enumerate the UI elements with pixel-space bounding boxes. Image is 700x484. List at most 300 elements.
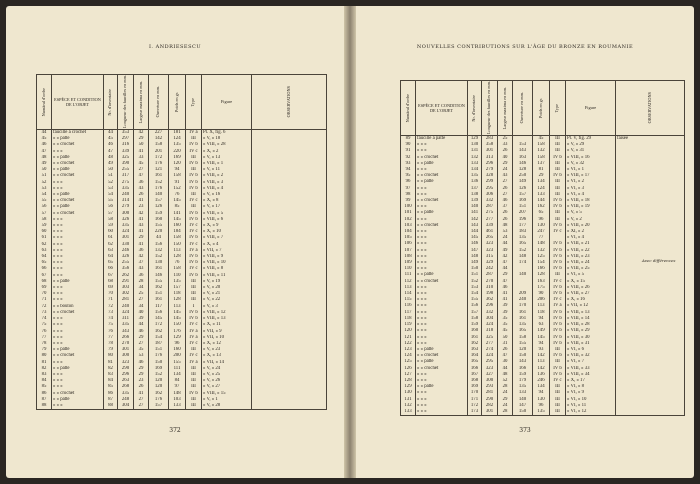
- table-cell: 155: [169, 360, 186, 366]
- table-cell: 81: [37, 360, 52, 366]
- table-cell: 43: [134, 266, 149, 272]
- table-cell: 302: [118, 291, 134, 297]
- table-cell: » VI, » 1: [566, 167, 616, 173]
- table-cell: IV b: [186, 161, 202, 167]
- table-cell: 109: [401, 260, 416, 266]
- table-cell: 329: [482, 260, 498, 266]
- table-cell: 161: [513, 316, 533, 322]
- table-cell: IV c: [186, 229, 202, 235]
- table-cell: 43: [498, 173, 513, 179]
- table-cell: 129: [401, 384, 416, 390]
- table-cell: 150: [169, 242, 186, 248]
- table-cell: 227: [149, 130, 169, 137]
- table-cell: III: [186, 397, 202, 403]
- table-cell: » » »: [52, 335, 104, 341]
- table-cell: 169: [513, 198, 533, 204]
- table-cell: 143: [513, 359, 533, 365]
- table-cell: 116: [401, 303, 416, 309]
- table-cell: 134: [468, 167, 482, 173]
- table-cell: 27: [498, 192, 513, 198]
- table-cell: 159: [468, 322, 482, 328]
- table-cell: » VIII, » 17: [566, 173, 616, 179]
- table-cell: 158: [149, 142, 169, 148]
- table-cell: 94: [533, 341, 550, 347]
- table-cell: 94: [533, 316, 550, 322]
- table-cell: » V, » 23: [202, 347, 252, 353]
- table-cell: III: [550, 186, 566, 192]
- table-cell: » VIII, » 15: [202, 391, 252, 397]
- table-cell: » » »: [416, 254, 468, 260]
- table-cell: 152: [169, 186, 186, 192]
- table-cell: 301: [118, 347, 134, 353]
- table-cell: 26: [498, 347, 513, 353]
- table-cell: 266: [118, 335, 134, 341]
- table-cell: III: [186, 297, 202, 303]
- table-cell: » V, » 21: [202, 291, 252, 297]
- table-cell: 323: [482, 241, 498, 247]
- table-cell: 31: [498, 341, 513, 347]
- table-cell: » » patte: [52, 366, 104, 372]
- table-cell: 66: [104, 266, 118, 272]
- table-cell: III: [186, 136, 202, 142]
- table-cell: 113: [169, 304, 186, 310]
- table-cell: » VIII, » 33: [566, 366, 616, 372]
- table-cell: 26: [498, 148, 513, 154]
- table-cell: 41: [134, 149, 149, 155]
- table-cell: 39: [498, 310, 513, 316]
- table-cell: 68: [37, 279, 52, 285]
- right-page: [356, 6, 694, 478]
- table-cell: » » patte: [52, 279, 104, 285]
- table-cell: 74: [37, 316, 52, 322]
- table-cell: 124: [401, 353, 416, 359]
- table-cell: 84: [37, 378, 52, 384]
- table-cell: » » patte: [52, 167, 104, 173]
- table-cell: 176: [149, 397, 169, 403]
- table-cell: 72: [104, 304, 118, 310]
- table-cell: » » crochet: [52, 161, 104, 167]
- table-cell: IV b: [550, 266, 566, 272]
- table-cell: » V, » 28: [202, 403, 252, 410]
- table-cell: » » »: [416, 291, 468, 297]
- table-cell: 110: [401, 266, 416, 272]
- table-cell: » » »: [52, 360, 104, 366]
- table-cell: » V, » 25: [202, 372, 252, 378]
- table-cell: 152: [149, 254, 169, 260]
- table-cell: 324: [482, 353, 498, 359]
- table-cell: 291: [118, 279, 134, 285]
- table-cell: 24: [498, 390, 513, 396]
- table-cell: » VIII, » 10: [202, 260, 252, 266]
- table-cell: IV b: [550, 353, 566, 359]
- table-cell: 135: [513, 322, 533, 328]
- table-cell: 115: [401, 297, 416, 303]
- table-cell: 44: [134, 322, 149, 328]
- table-cell: 158: [169, 173, 186, 179]
- table-cell: 55: [104, 198, 118, 204]
- table-cell: 335: [118, 223, 134, 229]
- table-cell: 111: [401, 272, 416, 278]
- table-cell: 40: [498, 155, 513, 161]
- table-cell: 114: [401, 291, 416, 297]
- table-cell: 73: [104, 310, 118, 316]
- table-cell: 274: [482, 347, 498, 353]
- table-cell: 69: [104, 285, 118, 291]
- table-cell: » V, » 31: [566, 148, 616, 154]
- table-cell: 95: [401, 173, 416, 179]
- table-cell: 148: [533, 241, 550, 247]
- table-cell: 58: [104, 217, 118, 223]
- table-cell: 279: [482, 167, 498, 173]
- table-cell: 146: [149, 273, 169, 279]
- table-row: [401, 136, 685, 143]
- table-cell: 155: [149, 279, 169, 285]
- table-cell: » VII, » 14: [202, 360, 252, 366]
- table-cell: 313: [482, 155, 498, 161]
- table-cell: IV b: [186, 180, 202, 186]
- table-cell: 279: [118, 204, 134, 210]
- table-cell: 46: [134, 329, 149, 335]
- table-cell: 150: [149, 360, 169, 366]
- table-cell: 63: [37, 248, 52, 254]
- table-cell: » » »: [416, 328, 468, 334]
- table-cell: 177: [513, 223, 533, 229]
- table-cell: 125: [533, 254, 550, 260]
- table-cell: 113: [533, 359, 550, 365]
- table-cell: Pl. V, fig. 29: [566, 136, 616, 143]
- table-cell: 306: [482, 192, 498, 198]
- table-cell: 25: [498, 136, 513, 143]
- table-cell: 50: [134, 142, 149, 148]
- table-cell: 168: [468, 378, 482, 384]
- table-cell: 124: [533, 186, 550, 192]
- table-cell: 145: [169, 310, 186, 316]
- table-cell: IV a: [186, 360, 202, 366]
- table-cell: 82: [104, 366, 118, 372]
- table-cell: 358: [482, 142, 498, 148]
- table-cell: 174: [513, 260, 533, 266]
- table-cell: III: [186, 279, 202, 285]
- table-cell: » VII, » 7: [202, 248, 252, 254]
- table-cell: » » »: [52, 242, 104, 248]
- table-cell: 113: [533, 303, 550, 309]
- table-cell: 46: [498, 285, 513, 291]
- col-nr: Numărul d'ordre: [401, 81, 416, 136]
- table-cell: 82: [37, 366, 52, 372]
- table-cell: 121: [401, 335, 416, 341]
- table-cell: » » crochet: [416, 279, 468, 285]
- table-cell: 159: [513, 372, 533, 378]
- table-cell: 158: [169, 235, 186, 241]
- table-cell: 126: [401, 366, 416, 372]
- table-cell: IV b: [186, 260, 202, 266]
- table-cell: » VIII, » 13: [566, 310, 616, 316]
- table-cell: 83: [37, 372, 52, 378]
- table-cell: » » »: [416, 390, 468, 396]
- table-cell: 328: [482, 173, 498, 179]
- table-cell: » » »: [52, 378, 104, 384]
- table-cell: 48: [37, 155, 52, 161]
- table-cell: 160: [149, 217, 169, 223]
- table-cell: 262: [118, 273, 134, 279]
- table-cell: 142: [149, 136, 169, 142]
- col-inv: Nr. d'inventaire: [104, 75, 118, 130]
- table-cell: 130: [533, 397, 550, 403]
- table-cell: 47: [498, 279, 513, 285]
- table-cell: 150: [513, 409, 533, 416]
- table-cell: » » »: [52, 149, 104, 155]
- table-cell: 220: [149, 229, 169, 235]
- table-cell: IV c: [186, 198, 202, 204]
- table-cell: 171: [468, 397, 482, 403]
- table-cell: IV b: [186, 186, 202, 192]
- table-cell: 158: [513, 335, 533, 341]
- table-cell: » » »: [52, 254, 104, 260]
- table-cell: 48: [498, 223, 513, 229]
- table-cell: 162: [149, 391, 169, 397]
- table-cell: 161: [149, 297, 169, 303]
- table-cell: 67: [104, 273, 118, 279]
- table-cell: » VI, » 8: [566, 384, 616, 390]
- table-cell: 41: [498, 297, 513, 303]
- table-cell: [252, 130, 327, 137]
- table-row: [37, 130, 327, 137]
- table-cell: 265: [482, 235, 498, 241]
- table-cell: 166: [468, 366, 482, 372]
- table-cell: 296: [482, 303, 498, 309]
- table-cell: 27: [134, 167, 149, 173]
- table-cell: » » »: [52, 260, 104, 266]
- table-cell: 326: [118, 217, 134, 223]
- table-cell: 135: [468, 173, 482, 179]
- col-obs: OBSERVATIONS: [616, 81, 685, 136]
- table-cell: 142: [533, 353, 550, 359]
- table-cell: 158: [533, 155, 550, 161]
- table-cell: IV b: [186, 316, 202, 322]
- table-cell: 69: [37, 285, 52, 291]
- table-cell: 136: [468, 179, 482, 185]
- table-cell: IV b: [550, 316, 566, 322]
- table-cell: 282: [482, 403, 498, 409]
- table-cell: III: [186, 167, 202, 173]
- table-cell: 72: [37, 304, 52, 310]
- table-cell: 137: [468, 186, 482, 192]
- table-cell: 151: [468, 272, 482, 278]
- table-cell: » VIII, » 6: [202, 217, 252, 223]
- table-cell: » VIII, » 20: [566, 223, 616, 229]
- table-cell: 27: [134, 397, 149, 403]
- table-cell: IV a: [186, 335, 202, 341]
- table-cell: » » patte: [416, 384, 468, 390]
- table-cell: 134: [533, 384, 550, 390]
- table-cell: 240: [118, 192, 134, 198]
- table-cell: 26: [498, 217, 513, 223]
- table-cell: 56: [104, 204, 118, 210]
- table-cell: » » »: [416, 397, 468, 403]
- table-cell: » » »: [52, 291, 104, 297]
- table-cell: 146: [468, 241, 482, 247]
- table-cell: 140: [149, 192, 169, 198]
- table-cell: IV b: [550, 248, 566, 254]
- table-cell: » » »: [52, 297, 104, 303]
- table-cell: 153: [468, 285, 482, 291]
- table-cell: III: [550, 179, 566, 185]
- table-cell: 41: [498, 291, 513, 297]
- table-cell: 146: [513, 161, 533, 167]
- table-cell: » VII, » 12: [566, 303, 616, 309]
- table-cell: 184: [169, 229, 186, 235]
- table-cell: 36: [134, 273, 149, 279]
- table-cell: » » patte: [52, 204, 104, 210]
- table-cell: » » »: [416, 186, 468, 192]
- table-cell: » » »: [416, 235, 468, 241]
- table-cell: III: [186, 378, 202, 384]
- table-cell: » » »: [416, 204, 468, 210]
- table-cell: » V, » 27: [202, 384, 252, 390]
- table-cell: 101: [401, 210, 416, 216]
- table-cell: 117: [401, 310, 416, 316]
- table-cell: IV b: [186, 235, 202, 241]
- table-cell: 39: [498, 303, 513, 309]
- table-cell: 85: [104, 384, 118, 390]
- table-cell: 304: [118, 403, 134, 410]
- table-cell: » » »: [52, 341, 104, 347]
- table-cell: 98: [401, 192, 416, 198]
- table-cell: 35: [134, 347, 149, 353]
- table-cell: » VIII, » 12: [202, 310, 252, 316]
- table-cell: 83: [104, 372, 118, 378]
- table-cell: 27: [134, 341, 149, 347]
- table-cell: IV b: [550, 335, 566, 341]
- table-cell: » » »: [52, 235, 104, 241]
- table-cell: 324: [482, 322, 498, 328]
- running-head: I. ANDRIESESCU: [148, 44, 202, 50]
- table-cell: 135: [533, 409, 550, 416]
- table-cell: 353: [118, 130, 134, 137]
- table-cell: 301: [482, 148, 498, 154]
- table-cell: 145: [468, 235, 482, 241]
- table-cell: 46: [498, 198, 513, 204]
- table-cell: 47: [498, 353, 513, 359]
- table-cell: » » crochet: [416, 173, 468, 179]
- table-cell: 339: [482, 223, 498, 229]
- table-cell: 290: [482, 397, 498, 403]
- faucilles-table: [36, 74, 327, 410]
- table-cell: 66: [37, 266, 52, 272]
- table-cell: 332: [482, 310, 498, 316]
- table-cell: 161: [149, 266, 169, 272]
- table-cell: IV b: [550, 372, 566, 378]
- table-cell: 77: [37, 335, 52, 341]
- table-cell: 130: [533, 223, 550, 229]
- table-cell: » V, » 22: [202, 297, 252, 303]
- table-cell: 176: [149, 186, 169, 192]
- table-cell: » X, » 17: [566, 378, 616, 384]
- table-cell: 281: [482, 390, 498, 396]
- table-cell: » » patte: [416, 210, 468, 216]
- table-cell: III: [550, 217, 566, 223]
- table-cell: » » »: [52, 266, 104, 272]
- table-cell: 34: [134, 285, 149, 291]
- table-cell: 137: [533, 161, 550, 167]
- table-cell: IV b: [550, 223, 566, 229]
- table-cell: 61: [37, 235, 52, 241]
- table-cell: » » »: [416, 142, 468, 148]
- table-cell: 275: [118, 180, 134, 186]
- table-cell: » » bouton: [52, 304, 104, 310]
- table-cell: 91: [401, 148, 416, 154]
- table-cell: 297: [118, 136, 134, 142]
- table-cell: 49: [498, 248, 513, 254]
- table-cell: 142: [468, 217, 482, 223]
- table-cell: 24: [498, 235, 513, 241]
- table-cell: IV c: [550, 229, 566, 235]
- table-cell: 29: [498, 161, 513, 167]
- table-cell: 123: [401, 347, 416, 353]
- table-cell: 263: [118, 378, 134, 384]
- table-cell: III: [186, 384, 202, 390]
- col-ouv: Ouverture en mm.: [149, 75, 169, 130]
- table-cell: 270: [482, 279, 498, 285]
- table-cell: 157: [468, 310, 482, 316]
- table-cell: 118: [401, 316, 416, 322]
- table-cell: 270: [118, 341, 134, 347]
- table-cell: 63: [533, 322, 550, 328]
- table-cell: 296: [482, 161, 498, 167]
- table-cell: 61: [104, 235, 118, 241]
- table-cell: 42: [498, 254, 513, 260]
- table-cell: IV b: [186, 391, 202, 397]
- table-cell: 139: [468, 198, 482, 204]
- table-cell: IV b: [550, 173, 566, 179]
- table-cell: 71: [104, 297, 118, 303]
- table-cell: [616, 409, 685, 416]
- table-cell: 133: [513, 390, 533, 396]
- table-cell: 311: [118, 316, 134, 322]
- table-cell: 75: [37, 322, 52, 328]
- table-cell: » » »: [416, 322, 468, 328]
- table-cell: 59: [37, 223, 52, 229]
- table-cell: 134: [533, 179, 550, 185]
- table-cell: » V, » 16: [202, 192, 252, 198]
- table-cell: 167: [468, 372, 482, 378]
- table-cell: » V, » 1: [202, 397, 252, 403]
- table-cell: » » »: [416, 303, 468, 309]
- table-cell: 132: [533, 148, 550, 154]
- table-cell: IV c: [186, 353, 202, 359]
- table-cell: 131: [468, 148, 482, 154]
- table-cell: 76: [169, 192, 186, 198]
- table-cell: 65: [533, 210, 550, 216]
- table-cell: » VIII, » 21: [566, 241, 616, 247]
- table-cell: 155: [468, 297, 482, 303]
- table-cell: 73: [37, 310, 52, 316]
- table-cell: » V, » 32: [566, 161, 616, 167]
- table-cell: 26: [134, 384, 149, 390]
- table-cell: 150: [513, 353, 533, 359]
- table-cell: 42: [134, 254, 149, 260]
- table-cell: 29: [498, 272, 513, 278]
- table-cell: 248: [118, 397, 134, 403]
- table-cell: » » crochet: [416, 353, 468, 359]
- col-inv: Nr. d'inventaire: [468, 81, 482, 136]
- table-cell: » V, » 13: [202, 155, 252, 161]
- table-cell: IV b: [550, 241, 566, 247]
- table-cell: 94: [401, 167, 416, 173]
- table-cell: 44: [149, 235, 169, 241]
- table-cell: 390: [118, 161, 134, 167]
- table-cell: 132: [149, 248, 169, 254]
